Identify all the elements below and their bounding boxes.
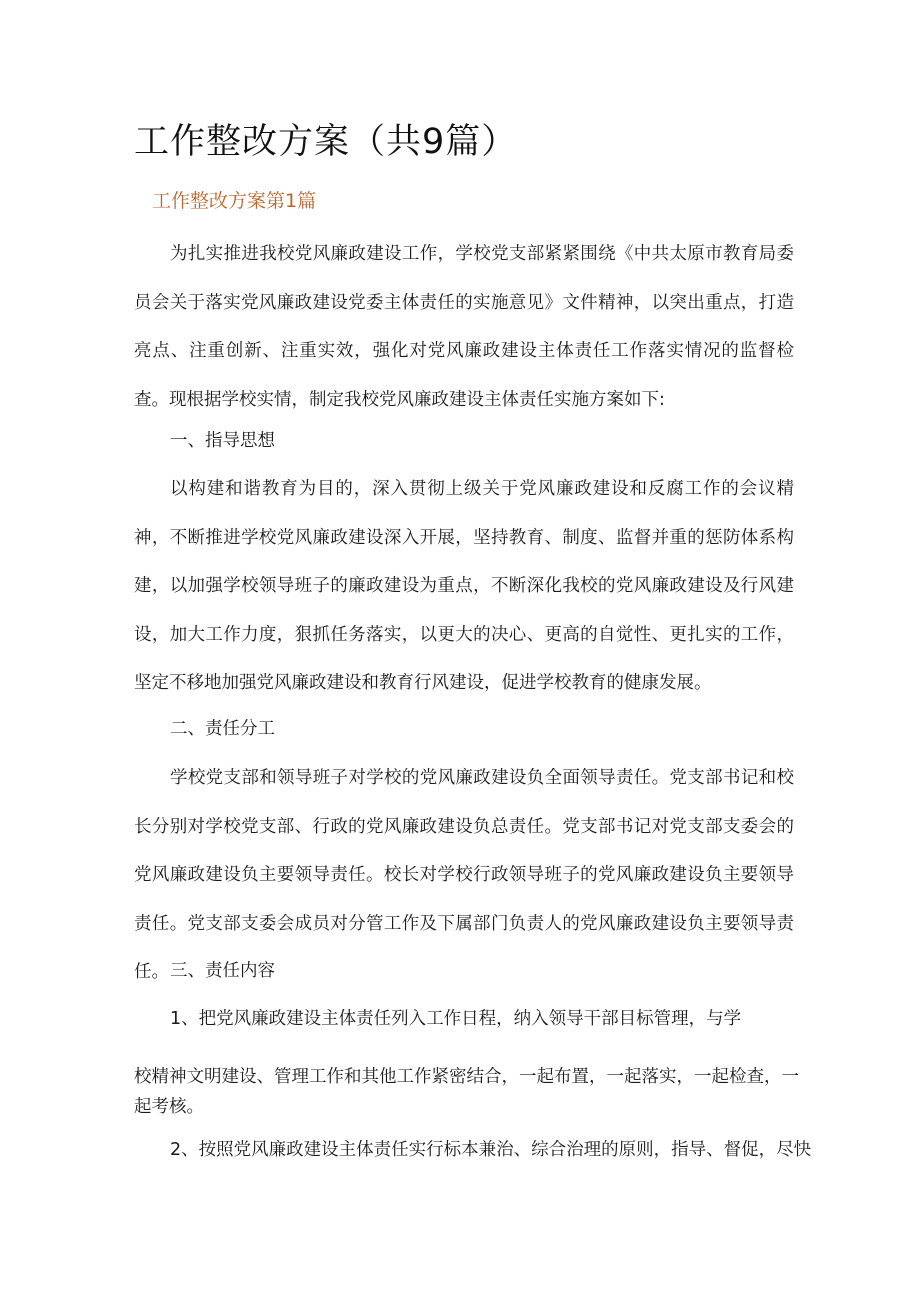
section-title: 工作整改方案第1篇 (152, 190, 317, 212)
list-item-1-line-3: 起考核。 (134, 1097, 204, 1117)
heading-responsibility-content: 三、责任内容 (170, 961, 275, 981)
list-item-2-line-1: 2、按照党风廉政建设主体责任实行标本兼治、综合治理的原则，指导、督促，尽快 (170, 1140, 812, 1160)
paragraph-guiding-thought: 以构建和谐教育为目的，深入贯彻上级关于党风廉政建设和反腐工作的会议精神，不断推进学校党风廉政建设深入开展，坚持教育、制度、监督并重的惩防体系构建，以加强学校领导班子的廉政建设为重点，不断深化我校的党风廉政建设及行风建设，加大工作力度，狠抓任务落实，以更大的决心、更高的自觉性、更扎实的工作，坚定不移地加强党风廉政建设和教育行风建设，促进学校教育的健康发展。 (134, 479, 794, 693)
document-title: 工作整改方案（共9篇） (134, 122, 518, 162)
heading-guiding-thought: 一、指导思想 (170, 431, 275, 451)
paragraph-responsibility-division: 学校党支部和领导班子对学校的党风廉政建设负全面领导责任。党支部书记和校长分别对学校党支部、行政的党风廉政建设负总责任。党支部书记对党支部支委会的党风廉政建设负主要领导责任。校长对学校行政领导班子的党风廉政建设负主要领导责任。党支部支委会成员对分管工作及下属部门负责人的党风廉政建设负主要领导责任。 (134, 768, 794, 982)
heading-responsibility-division: 二、责任分工 (170, 719, 275, 739)
list-item-1-line-1: 1、把党风廉政建设主体责任列入工作日程，纳入领导干部目标管理，与学 (170, 1009, 742, 1029)
list-item-1-line-2: 校精神文明建设、管理工作和其他工作紧密结合，一起布置，一起落实，一起检查，一 (134, 1067, 799, 1087)
intro-paragraph: 为扎实推进我校党风廉政建设工作，学校党支部紧紧围绕《中共太原市教育局委员会关于落实党风廉政建设党委主体责任的实施意见》文件精神，以突出重点，打造亮点、注重创新、注重实效，强化对党风廉政建设主体责任工作落实情况的监督检查。现根据学校实情，制定我校党风廉政建设主体责任实施方案如下: (134, 244, 794, 410)
